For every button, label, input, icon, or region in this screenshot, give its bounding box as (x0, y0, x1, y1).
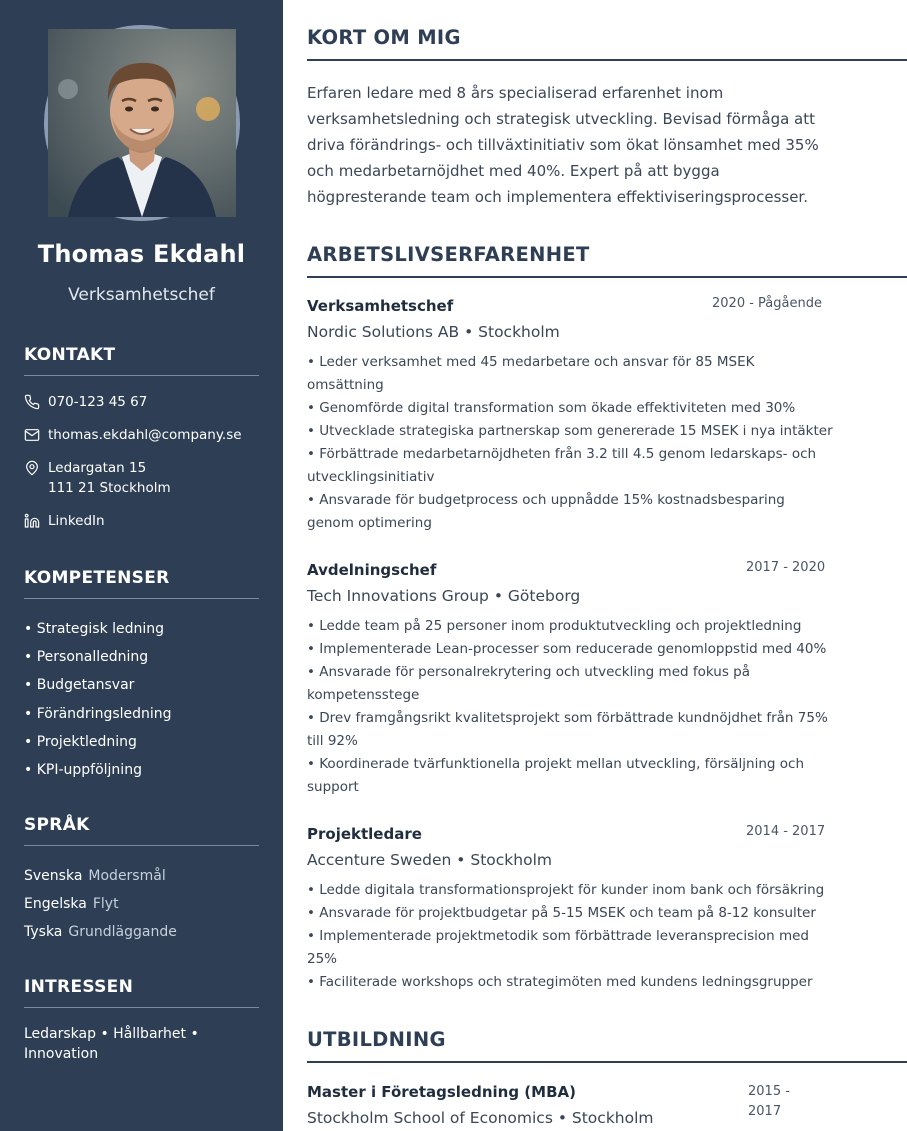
job-date: 2017 - 2020 (746, 560, 826, 575)
skills-section (24, 568, 259, 784)
bullet-line: • Drev framgångsrikt kvalitetsprojekt som förbättrade kundnöjdhet från 75% (307, 710, 828, 726)
bullet-line: • Ansvarade för projektbudgetar på 5-15 MSEK och team på 8-12 konsulter (307, 905, 816, 921)
bullet-line: • Implementerade Lean-processer som reducerade genomloppstid med 40% (307, 641, 827, 657)
contact-section (24, 345, 259, 544)
bullet-line: • Koordinerade tvärfunktionella projekt mellan utveckling, försäljning och (307, 756, 805, 772)
language-item (24, 862, 259, 890)
job-bullets (307, 615, 907, 799)
contact-email-text: thomas.ekdahl@company.se (48, 427, 242, 443)
profile-name: Thomas Ekdahl (37, 240, 246, 268)
bullet-line: support (307, 779, 359, 795)
bullet-line: • Faciliterade workshops och strategimöten med kundens ledningsgrupper (307, 974, 813, 990)
education-entry (307, 1082, 907, 1130)
contact-linkedin-text: LinkedIn (48, 513, 105, 529)
job-date: 2014 - 2017 (746, 824, 826, 839)
location-icon (24, 460, 40, 476)
bullet-line: • Leder verksamhet med 45 medarbetare och ansvar för 85 MSEK (307, 354, 755, 370)
education-date-end: 2017 (748, 1104, 782, 1119)
job-title: Verksamhetschef (307, 297, 454, 315)
address-line2: 111 21 Stockholm (48, 480, 171, 496)
bullet-line: genom optimering (307, 515, 432, 531)
bullet-line: utvecklingsinitiativ (307, 469, 435, 485)
sidebar (0, 0, 283, 1131)
bullet-line: • Ledde team på 25 personer inom produktutveckling och projektledning (307, 618, 802, 634)
summary-line: driva förändrings- och tillväxtinitiativ som ökat lönsamhet med 35% (307, 136, 819, 154)
education-date-start: 2015 - (748, 1084, 790, 1099)
contact-address-text (48, 458, 171, 498)
languages-heading: SPRÅK (24, 815, 259, 846)
education-date (748, 1082, 808, 1122)
language-name: Engelska (24, 896, 87, 913)
skill-item: • Personalledning (24, 649, 149, 666)
skills-heading: KOMPETENSER (24, 568, 259, 599)
phone-icon (24, 394, 40, 410)
job-bullets (307, 879, 907, 994)
job-entry (307, 824, 907, 994)
portrait-image (48, 29, 236, 217)
job-company: Tech Innovations Group • Göteborg (307, 587, 581, 605)
bullet-line: omsättning (307, 377, 384, 393)
language-level: Flyt (92, 896, 119, 913)
skill-item: • KPI-uppföljning (24, 762, 142, 779)
languages-section (24, 815, 259, 947)
summary-heading: KORT OM MIG (307, 26, 907, 61)
mail-icon (24, 427, 40, 443)
contact-phone-text: 070-123 45 67 (48, 394, 148, 410)
job-date: 2020 - Pågående (712, 296, 822, 311)
linkedin-icon (24, 513, 40, 529)
skill-item: • Budgetansvar (24, 677, 135, 694)
language-item (24, 918, 259, 946)
education-heading: UTBILDNING (307, 1028, 907, 1063)
bullet-line: • Förbättrade medarbetarnöjdheten från 3.2 till 4.5 genom ledarskaps- och (307, 446, 817, 462)
experience-heading: ARBETSLIVSERFARENHET (307, 243, 907, 278)
skill-item: • Förändringsledning (24, 705, 172, 722)
summary-line: och medarbetarnöjdhet med 40%. Expert på att bygga (307, 162, 720, 180)
summary-text (307, 80, 907, 210)
summary-line: verksamhetsledning och strategisk utveckling. Bevisad förmåga att (307, 110, 816, 128)
job-company: Nordic Solutions AB • Stockholm (307, 323, 560, 341)
bullet-line: • Genomförde digital transformation som ökade effektiviteten med 30% (307, 400, 796, 416)
interests-section (24, 977, 259, 1064)
interests-line1: Ledarskap • Hållbarhet • (24, 1026, 199, 1042)
job-entry (307, 560, 907, 799)
language-level: Grundläggande (68, 924, 177, 941)
interests-line2: Innovation (24, 1046, 99, 1062)
bullet-line: • Implementerade projektmetodik som förbättrade leveransprecision med (307, 928, 809, 944)
language-name: Svenska (24, 868, 83, 884)
language-item (24, 890, 259, 918)
job-title: Avdelningschef (307, 561, 437, 579)
job-entry (307, 296, 907, 535)
bullet-line: • Utvecklade strategiska partnerskap som genererade 15 MSEK i nya intäkter (307, 423, 833, 439)
job-title: Projektledare (307, 825, 422, 843)
education-school: Stockholm School of Economics • Stockholm (307, 1109, 654, 1127)
contact-heading: KONTAKT (24, 345, 259, 376)
skill-item: • Projektledning (24, 733, 137, 750)
bullet-line: • Ansvarade för budgetprocess och uppnådde 15% kostnadsbesparing (307, 492, 785, 508)
bullet-line: • Ledde digitala transformationsprojekt för kunder inom bank och försäkring (307, 882, 825, 898)
bullet-line: 25% (307, 951, 338, 967)
bullet-line: kompetensstege (307, 687, 420, 703)
job-bullets (307, 351, 907, 535)
contact-phone[interactable] (24, 392, 259, 412)
contact-email[interactable] (24, 425, 259, 445)
language-name: Tyska (24, 924, 63, 941)
bullet-line: till 92% (307, 733, 358, 749)
skill-item: • Strategisk ledning (24, 621, 165, 637)
summary-line: högpresterande team och implementera effektiviseringsprocesser. (307, 188, 808, 206)
contact-linkedin[interactable] (24, 511, 259, 531)
summary-line: Erfaren ledare med 8 års specialiserad erfarenhet inom (307, 84, 724, 102)
language-level: Modersmål (88, 868, 166, 884)
interests-text (24, 1024, 259, 1064)
contact-address (24, 458, 259, 498)
bullet-line: • Ansvarade för personalrekrytering och utveckling med fokus på (307, 664, 751, 680)
address-line1: Ledargatan 15 (48, 460, 147, 476)
profile-photo (44, 25, 240, 221)
main-content (307, 0, 833, 1131)
job-company: Accenture Sweden • Stockholm (307, 851, 552, 869)
interests-heading: INTRESSEN (24, 977, 259, 1008)
education-degree: Master i Företagsledning (MBA) (307, 1083, 576, 1101)
profile-title: Verksamhetschef (68, 285, 215, 305)
